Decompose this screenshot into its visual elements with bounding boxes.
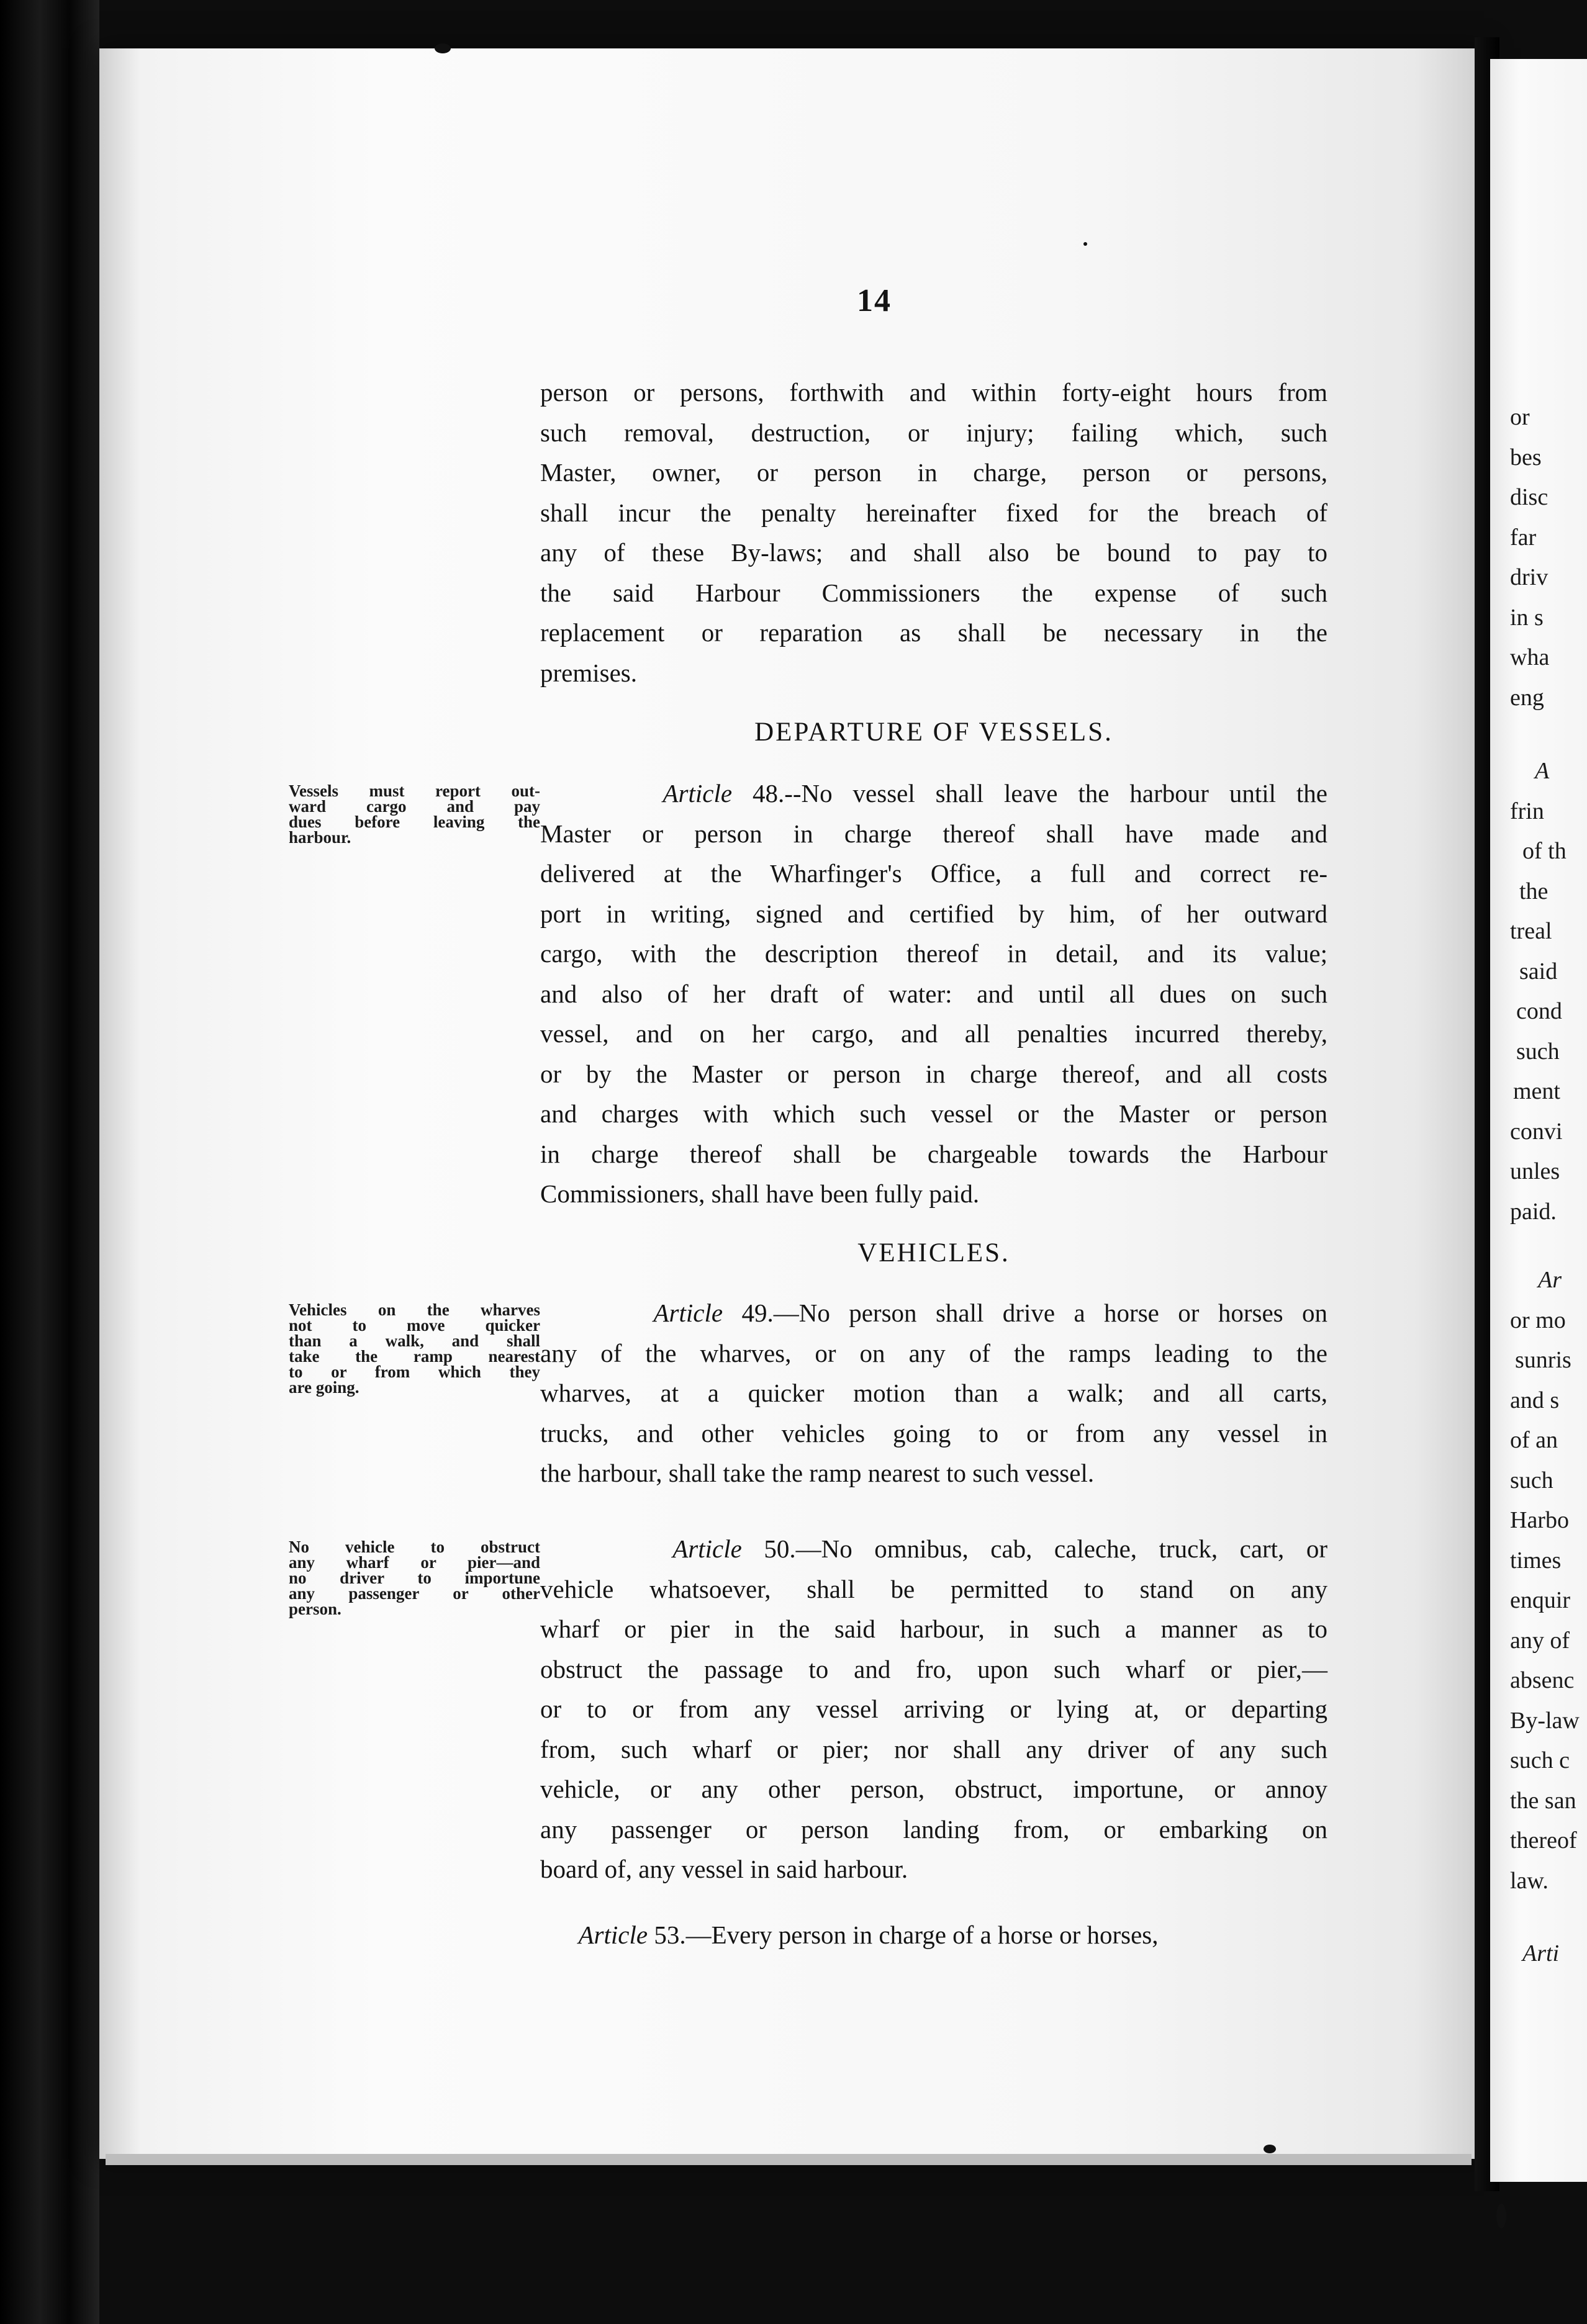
fragment-line: Harbo <box>1510 1507 1569 1533</box>
marginal-line: no driver to importune <box>289 1569 540 1587</box>
article-48 <box>540 773 1327 1214</box>
fragment-line: enquir <box>1510 1587 1571 1613</box>
fragment-line: paid. <box>1510 1198 1557 1225</box>
article-first-line <box>540 1915 1327 1955</box>
fragment-line: of an <box>1510 1427 1558 1453</box>
marginal-line: dues before leaving the <box>289 813 540 831</box>
fragment-line: eng <box>1510 684 1544 711</box>
page-number: 14 <box>857 283 892 318</box>
text-line: Master or person in charge thereof shall have made and <box>540 819 1327 848</box>
fragment-line: and s <box>1510 1387 1560 1413</box>
fragment-line: Arti <box>1522 1940 1560 1966</box>
fragment-line: far <box>1510 524 1537 551</box>
text-line: or by the Master or person in charge thereof, and all costs <box>540 1059 1327 1088</box>
text-line: any of the wharves, or on any of the ramps leading to the <box>540 1338 1327 1367</box>
marginal-line: harbour. <box>289 828 351 847</box>
text-line: or to or from any vessel arriving or lying at, or departing <box>540 1695 1327 1723</box>
fragment-line: convi <box>1510 1118 1563 1145</box>
fragment-line: ment <box>1513 1078 1560 1104</box>
article-text: 50.—No omnibus, cab, caleche, truck, cart, or <box>741 1534 1327 1563</box>
text-line: Commissioners, shall have been fully paid. <box>540 1179 980 1208</box>
fragment-line: or mo <box>1510 1307 1566 1333</box>
marginal-line: person. <box>289 1600 341 1618</box>
marginal-line: ward cargo and pay <box>289 797 540 816</box>
opening-paragraph <box>540 372 1327 693</box>
facing-page-fragment-group-2 <box>1510 751 1567 1232</box>
article-first-line <box>540 1293 1327 1333</box>
text-line: trucks, and other vehicles going to or from any vessel in <box>540 1418 1327 1448</box>
text-line: wharf or pier in the said harbour, in such a manner as to <box>540 1615 1327 1643</box>
text-line: premises. <box>540 658 637 687</box>
text-line: any of these By-laws; and shall also be bound to pay to <box>540 538 1327 567</box>
article-text: 49.—No person shall drive a horse or horses on <box>723 1299 1328 1327</box>
text-line: vehicle, or any other person, obstruct, importune, or annoy <box>540 1775 1327 1803</box>
fragment-line: such c <box>1510 1747 1570 1773</box>
marginal-line: are going. <box>289 1378 359 1397</box>
fragment-line: sunris <box>1515 1347 1571 1373</box>
fragment-line: such <box>1516 1038 1560 1065</box>
article-label: Article <box>662 779 733 808</box>
fragment-line: bes <box>1510 444 1542 471</box>
text-line: and charges with which such vessel or the Master or person <box>540 1099 1327 1128</box>
fragment-line: the <box>1519 878 1549 904</box>
marginal-note-article-49 <box>289 1302 540 1395</box>
marginal-line: No vehicle to obstruct <box>289 1538 540 1556</box>
scan-artifact <box>1496 2204 1506 2228</box>
fragment-line: such <box>1510 1467 1553 1493</box>
text-line: from, such wharf or pier; nor shall any driver of any such <box>540 1734 1327 1763</box>
text-line: in charge thereof shall be chargeable towards the Harbour <box>540 1139 1327 1168</box>
text-line: wharves, at a quicker motion than a walk; and all carts, <box>540 1379 1327 1407</box>
text-line: Master, owner, or person in charge, person or persons, <box>540 458 1327 487</box>
marginal-line: any wharf or pier—and <box>289 1553 540 1572</box>
fragment-line: or <box>1510 404 1530 430</box>
article-50 <box>540 1529 1327 1889</box>
text-line: the said Harbour Commissioners the expense of such <box>540 578 1327 607</box>
fragment-line: law. <box>1510 1867 1549 1894</box>
text-line: vessel, and on her cargo, and all penalties incurred thereby, <box>540 1019 1327 1048</box>
text-line: cargo, with the description thereof in detail, and its value; <box>540 939 1327 968</box>
fragment-line: absenc <box>1510 1667 1575 1693</box>
book-binding <box>0 0 99 2324</box>
fragment-line: frin <box>1510 798 1544 824</box>
text-line: such removal, destruction, or injury; failing which, such <box>540 418 1327 447</box>
fragment-line: in s <box>1510 604 1544 631</box>
text-line: person or persons, forthwith and within forty-eight hours from <box>540 378 1327 407</box>
section-heading-vehicles: VEHICLES. <box>857 1238 1010 1268</box>
fragment-line: times <box>1510 1547 1562 1574</box>
fragment-line: disc <box>1510 484 1549 510</box>
marginal-note-article-50 <box>289 1539 540 1617</box>
marginal-note-article-48 <box>289 783 540 845</box>
fragment-line: wha <box>1510 644 1550 670</box>
text-line: vehicle whatsoever, shall be permitted to stand on any <box>540 1574 1327 1603</box>
facing-page-fragment-group-1 <box>1510 397 1549 718</box>
scan-artifact <box>435 43 451 53</box>
fragment-line: of th <box>1522 838 1567 864</box>
facing-page-fragment-group-3 <box>1510 1260 1580 1901</box>
article-text: 53.—Every person in charge of a horse or horses, <box>648 1921 1159 1949</box>
text-line: board of, any vessel in said harbour. <box>540 1855 908 1883</box>
page-edge <box>106 2154 1472 2165</box>
text-line: delivered at the Wharfinger's Office, a full and correct re- <box>540 859 1327 888</box>
facing-page-fragment-group-4 <box>1510 1934 1559 1974</box>
marginal-line: take the ramp nearest <box>289 1347 540 1366</box>
marginal-line: not to move quicker <box>289 1316 540 1335</box>
section-heading-departure: DEPARTURE OF VESSELS. <box>754 718 1113 747</box>
article-label: Article <box>578 1921 648 1949</box>
fragment-line: unles <box>1510 1158 1560 1184</box>
marginal-line: than a walk, and shall <box>289 1331 540 1350</box>
article-49 <box>540 1293 1327 1493</box>
text-line: port in writing, signed and certified by him, of her outward <box>540 899 1327 928</box>
article-label: Article <box>653 1299 723 1327</box>
article-first-line <box>540 1529 1327 1569</box>
scan-artifact <box>1083 242 1087 246</box>
fragment-line: A <box>1535 758 1550 784</box>
text-line: obstruct the passage to and fro, upon such wharf or pier,— <box>540 1654 1327 1683</box>
text-line: shall incur the penalty hereinafter fixed for the breach of <box>540 498 1327 527</box>
fragment-line: any of <box>1510 1627 1570 1654</box>
article-first-line <box>540 773 1327 814</box>
marginal-line: any passenger or other <box>289 1584 540 1603</box>
text-line: and also of her draft of water: and until all dues on such <box>540 979 1327 1008</box>
article-text: 48.--No vessel shall leave the harbour until the <box>732 779 1328 808</box>
article-label: Article <box>672 1534 742 1563</box>
text-line: any passenger or person landing from, or embarking on <box>540 1814 1327 1844</box>
fragment-line: said <box>1519 958 1558 984</box>
fragment-line: thereof <box>1510 1827 1577 1853</box>
text-line: replacement or reparation as shall be necessary in the <box>540 618 1327 647</box>
fragment-line: the san <box>1510 1787 1576 1814</box>
fragment-line: Ar <box>1538 1267 1562 1293</box>
marginal-line: to or from which they <box>289 1362 540 1381</box>
fragment-line: cond <box>1516 998 1562 1024</box>
scan-artifact <box>1264 2145 1276 2153</box>
fragment-line: treal <box>1510 918 1552 944</box>
fragment-line: By-law <box>1510 1707 1580 1734</box>
marginal-line: Vessels must report out- <box>289 781 540 800</box>
article-53 <box>540 1915 1327 1955</box>
fragment-line: driv <box>1510 564 1549 590</box>
text-line: the harbour, shall take the ramp nearest to such vessel. <box>540 1459 1095 1487</box>
marginal-line: Vehicles on the wharves <box>289 1300 540 1319</box>
